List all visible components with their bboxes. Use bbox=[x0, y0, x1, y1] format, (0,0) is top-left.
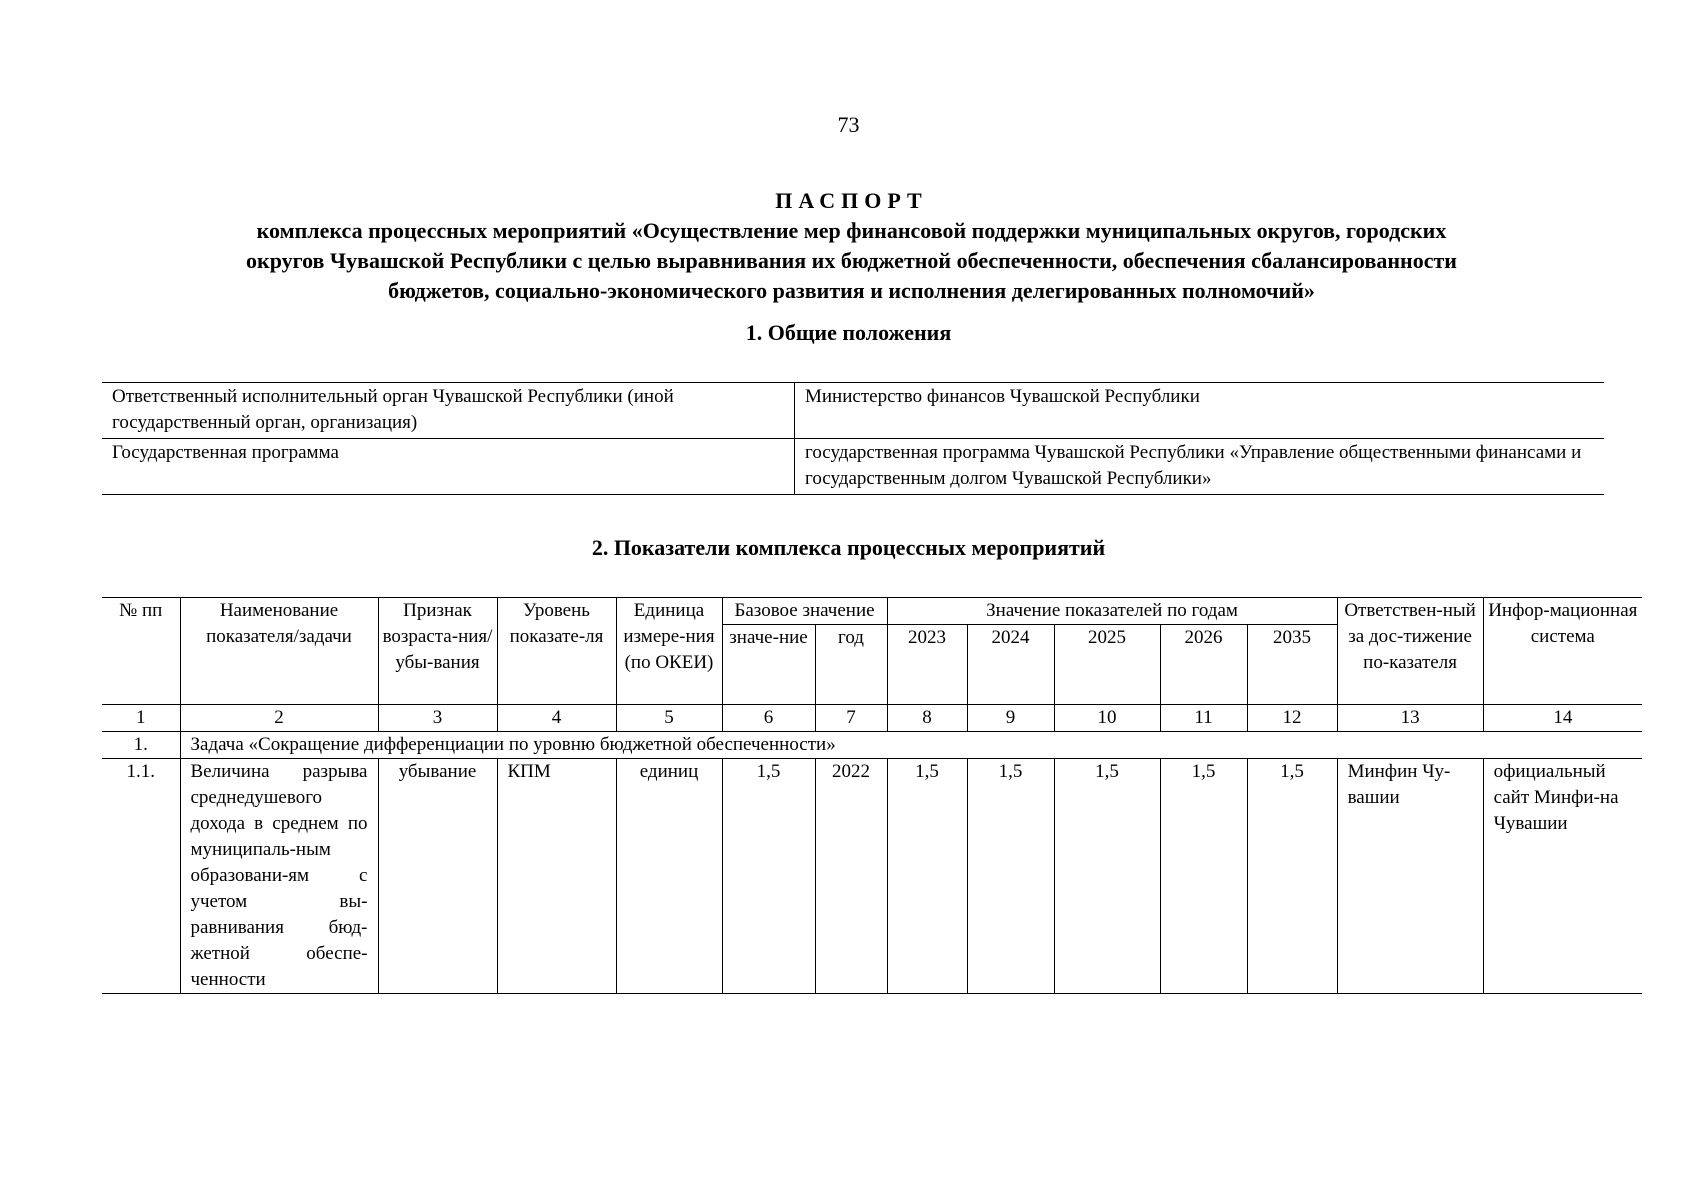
column-number: 9 bbox=[967, 705, 1054, 732]
title-line-4: бюджетов, социально-экономического развития и исполнения делегированных полномочий» bbox=[388, 278, 1315, 303]
header-sign: Признак возраста-ния/убы-вания bbox=[378, 598, 497, 705]
header-unit: Единица измере-ния (по ОКЕИ) bbox=[616, 598, 722, 705]
title-line-3: округов Чувашской Республики с целью выравнивания их бюджетной обеспеченности, обеспечения сбалансированности bbox=[246, 248, 1457, 273]
table-row bbox=[102, 383, 1604, 439]
indicator-level: КПМ bbox=[497, 759, 616, 994]
column-number: 13 bbox=[1337, 705, 1483, 732]
indicator-value-2035: 1,5 bbox=[1247, 759, 1337, 994]
column-number: 12 bbox=[1247, 705, 1337, 732]
column-number: 8 bbox=[887, 705, 967, 732]
header-year-2023: 2023 bbox=[887, 625, 967, 705]
column-number: 11 bbox=[1160, 705, 1247, 732]
header-years-group: Значение показателей по годам bbox=[887, 598, 1337, 625]
indicator-row bbox=[102, 759, 1642, 994]
section-1-heading: 1. Общие положения bbox=[745, 320, 952, 345]
column-number: 4 bbox=[497, 705, 616, 732]
indicator-base-value: 1,5 bbox=[722, 759, 815, 994]
indicator-num: 1.1. bbox=[102, 759, 180, 994]
column-number: 10 bbox=[1054, 705, 1160, 732]
table-row bbox=[102, 439, 1604, 495]
document-title bbox=[100, 186, 1603, 306]
page-number: 73 bbox=[837, 112, 860, 137]
state-program-label: Государственная программа bbox=[102, 439, 795, 495]
header-base-year: год bbox=[815, 625, 887, 705]
header-level: Уровень показате-ля bbox=[497, 598, 616, 705]
indicator-value-2025: 1,5 bbox=[1054, 759, 1160, 994]
general-provisions-table bbox=[102, 382, 1604, 495]
state-program-value: государственная программа Чувашской Республики «Управление общественными финансами и государственным долгом Чувашской Республики» bbox=[795, 439, 1605, 495]
header-row bbox=[102, 598, 1642, 625]
column-number: 3 bbox=[378, 705, 497, 732]
title-line-2: комплекса процессных мероприятий «Осуществление мер финансовой поддержки муниципальных округов, городских bbox=[256, 218, 1447, 243]
indicator-name: Величина разрыва среднедушевого дохода в среднем по муниципаль-ным образовани-ям с учетом вы-равнивания бюд-жетной обеспе-ченности bbox=[180, 759, 378, 994]
column-number: 14 bbox=[1483, 705, 1642, 732]
header-responsible: Ответствен-ный за дос-тижение по-казателя bbox=[1337, 598, 1483, 705]
indicator-unit: единиц bbox=[616, 759, 722, 994]
header-base-value: значе-ние bbox=[722, 625, 815, 705]
indicator-value-2023: 1,5 bbox=[887, 759, 967, 994]
header-year-2026: 2026 bbox=[1160, 625, 1247, 705]
title-passport: ПАСПОРТ bbox=[775, 188, 928, 213]
header-name: Наименование показателя/задачи bbox=[180, 598, 378, 705]
header-num: № пп bbox=[102, 598, 180, 705]
task-text: Задача «Сокращение дифференциации по уровню бюджетной обеспеченности» bbox=[180, 732, 1642, 759]
indicator-base-year: 2022 bbox=[815, 759, 887, 994]
header-year-2035: 2035 bbox=[1247, 625, 1337, 705]
column-number: 1 bbox=[102, 705, 180, 732]
header-year-2024: 2024 bbox=[967, 625, 1054, 705]
task-num: 1. bbox=[102, 732, 180, 759]
column-number: 6 bbox=[722, 705, 815, 732]
header-base: Базовое значение bbox=[722, 598, 887, 625]
column-number: 7 bbox=[815, 705, 887, 732]
section-2-heading: 2. Показатели комплекса процессных мероприятий bbox=[591, 535, 1106, 560]
column-numbers-row bbox=[102, 705, 1642, 732]
task-row bbox=[102, 732, 1642, 759]
indicator-value-2026: 1,5 bbox=[1160, 759, 1247, 994]
header-system: Инфор-мационная система bbox=[1483, 598, 1642, 705]
indicator-responsible: Минфин Чу-вашии bbox=[1337, 759, 1483, 994]
column-number: 5 bbox=[616, 705, 722, 732]
indicators-table bbox=[102, 597, 1642, 994]
responsible-body-value: Министерство финансов Чувашской Республики bbox=[795, 383, 1605, 439]
indicator-system: официальный сайт Минфи-на Чувашии bbox=[1483, 759, 1642, 994]
indicator-value-2024: 1,5 bbox=[967, 759, 1054, 994]
header-year-2025: 2025 bbox=[1054, 625, 1160, 705]
responsible-body-label: Ответственный исполнительный орган Чувашской Республики (иной государственный орган, организация) bbox=[102, 383, 795, 439]
column-number: 2 bbox=[180, 705, 378, 732]
indicator-sign: убывание bbox=[378, 759, 497, 994]
